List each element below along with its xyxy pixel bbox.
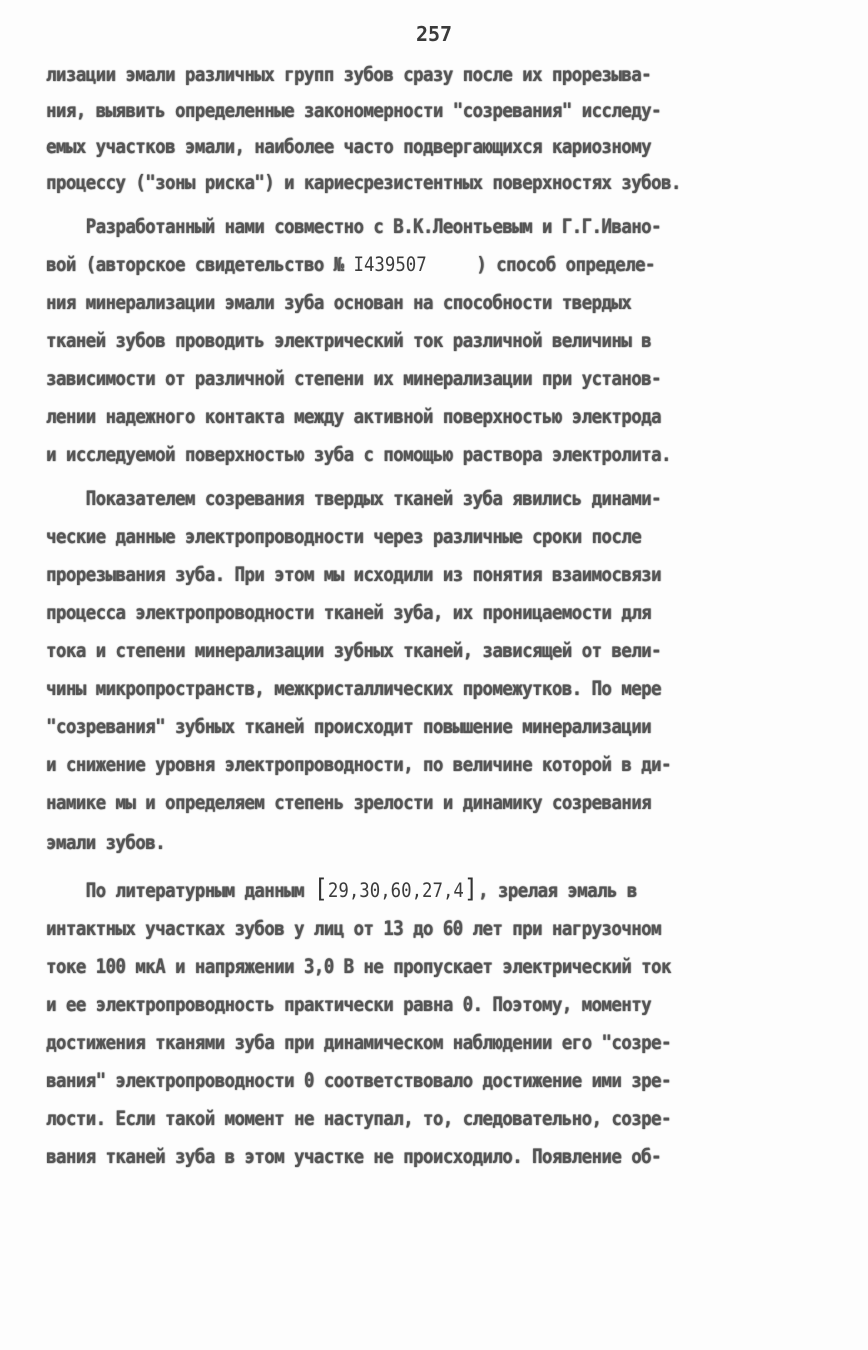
- certificate-number: I439507: [353, 253, 427, 276]
- reference-bracket-close: ]: [463, 874, 479, 904]
- text-line: и снижение уровня электропроводности, по величине которой в ди-: [46, 753, 671, 776]
- text-segment: вой (авторское свидетельство №: [46, 253, 354, 276]
- text-line: "созревания" зубных тканей происходит повышение минерализации: [46, 715, 652, 738]
- text-line: процесса электропроводности тканей зуба, их проницаемости для: [46, 601, 652, 624]
- text-line: зависимости от различной степени их минерализации при установ-: [46, 367, 661, 390]
- text-line: вания" электропроводности 0 соответствовало достижение ими зре-: [46, 1069, 671, 1092]
- text-line: лизации эмали различных групп зубов сразу после их прорезыва-: [46, 63, 652, 86]
- text-line: лении надежного контакта между активной поверхностью электрода: [46, 405, 661, 428]
- reference-list: 29,30,60,27,4: [327, 879, 464, 902]
- text-segment: Разработанный нами совместно с В.К.Леонтьевым и Г.Г.Ивано-: [46, 215, 661, 238]
- text-line: эмали зубов.: [46, 831, 166, 854]
- text-segment: ) способ определе-: [426, 253, 655, 276]
- text-line: тканей зубов проводить электрический ток различной величины в: [46, 329, 652, 352]
- text-line: чины микропространств, межкристаллических промежутков. По мере: [46, 677, 661, 700]
- text-line: и исследуемой поверхностью зуба с помощью раствора электролита.: [46, 443, 671, 466]
- text-line: [46, 252, 828, 278]
- text-line: ния минерализации эмали зуба основан на способности твердых: [46, 291, 632, 314]
- text-line: тока и степени минерализации зубных тканей, зависящей от вели-: [46, 639, 661, 662]
- text-line: интактных участках зубов у лиц от 13 до 60 лет при нагрузочном: [46, 917, 661, 940]
- text-line: и ее электропроводность практически равна 0. Поэтому, моменту: [46, 993, 652, 1016]
- text-line: токе 100 мкА и напряжении 3,0 В не пропускает электрический ток: [46, 955, 671, 978]
- text-line: лости. Если такой момент не наступал, то, следовательно, созре-: [46, 1107, 671, 1130]
- text-line: процессу ("зоны риска") и кариесрезистентных поверхностях зубов.: [46, 171, 681, 194]
- text-line: ния, выявить определенные закономерности "созревания" исследу-: [46, 99, 661, 122]
- text-line: намике мы и определяем степень зрелости и динамику созревания: [46, 791, 652, 814]
- text-line: [46, 214, 828, 240]
- text-segment: , зрелая эмаль в: [478, 879, 637, 902]
- text-line: ческие данные электропроводности через различные сроки после: [46, 525, 642, 548]
- text-line: достижения тканями зуба при динамическом наблюдении его "созре-: [46, 1031, 671, 1054]
- text-line: вания тканей зуба в этом участке не происходило. Появление об-: [46, 1145, 661, 1168]
- text-segment: По литературным данным: [46, 879, 314, 902]
- reference-bracket-open: [: [313, 874, 328, 904]
- text-line: прорезывания зуба. При этом мы исходили из понятия взаимосвязи: [46, 563, 661, 586]
- text-line: емых участков эмали, наиболее часто подвергающихся кариозному: [46, 135, 652, 158]
- text-line: Показателем созревания твердых тканей зуба явились динами-: [46, 487, 661, 510]
- page-number: 257: [415, 22, 453, 46]
- text-line: [46, 876, 828, 904]
